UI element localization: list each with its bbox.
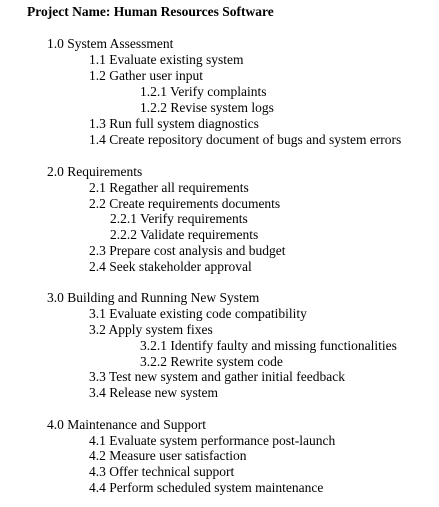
list-item-2-2: 2.2 Create requirements documents (89, 196, 281, 211)
list-item-3-3: 3.3 Test new system and gather initial feedback (89, 369, 345, 384)
list-item-1-2-2: 1.2.2 Revise system logs (140, 100, 274, 115)
section-heading-1: 1.0 System Assessment (47, 36, 174, 51)
list-item-3-2: 3.2 Apply system fixes (89, 322, 213, 337)
list-item-3-4: 3.4 Release new system (89, 385, 218, 400)
list-item-4-3: 4.3 Offer technical support (89, 464, 235, 479)
project-title: Project Name: Human Resources Software (27, 4, 274, 19)
list-item-3-2-2: 3.2.2 Rewrite system code (140, 354, 283, 369)
list-item-2-1: 2.1 Regather all requirements (89, 180, 249, 195)
section-heading-3: 3.0 Building and Running New System (47, 290, 260, 305)
list-item-4-2: 4.2 Measure user satisfaction (89, 448, 247, 463)
list-item-2-2-1: 2.2.1 Verify requirements (110, 211, 248, 226)
list-item-4-4: 4.4 Perform scheduled system maintenance (89, 480, 324, 495)
list-item-1-2-1: 1.2.1 Verify complaints (140, 84, 267, 99)
list-item-1-2: 1.2 Gather user input (89, 68, 203, 83)
list-item-3-1: 3.1 Evaluate existing code compatibility (89, 306, 307, 321)
list-item-2-4: 2.4 Seek stakeholder approval (89, 259, 252, 274)
list-item-2-3: 2.3 Prepare cost analysis and budget (89, 243, 286, 258)
list-item-2-2-2: 2.2.2 Validate requirements (110, 227, 259, 242)
list-item-4-1: 4.1 Evaluate system performance post-launch (89, 433, 336, 448)
section-heading-4: 4.0 Maintenance and Support (47, 417, 206, 432)
list-item-1-3: 1.3 Run full system diagnostics (89, 116, 259, 131)
section-heading-2: 2.0 Requirements (47, 164, 143, 179)
list-item-3-2-1: 3.2.1 Identify faulty and missing functionalities (140, 338, 397, 353)
list-item-1-4: 1.4 Create repository document of bugs and system errors (89, 132, 402, 147)
list-item-1-1: 1.1 Evaluate existing system (89, 52, 244, 67)
